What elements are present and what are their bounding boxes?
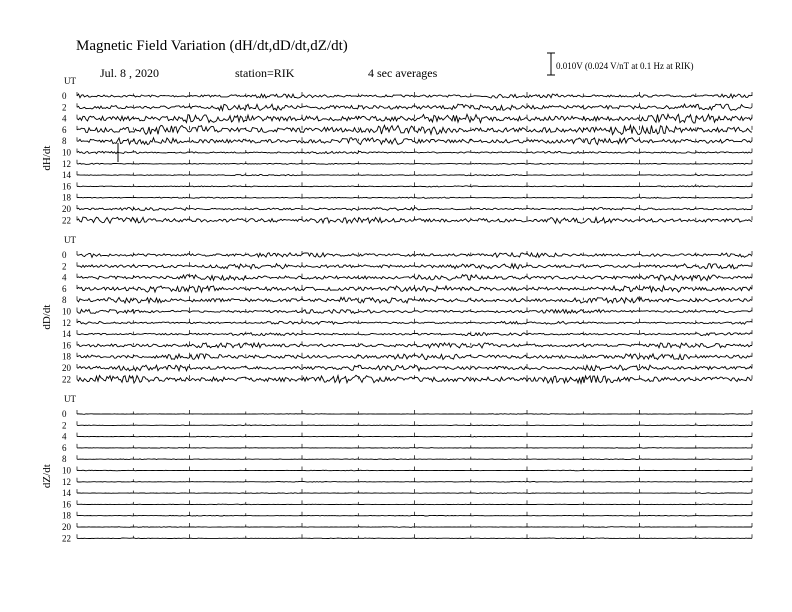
row-label: 8 <box>62 136 67 147</box>
panel-dZ-dt <box>41 394 752 543</box>
panel-dH-dt <box>41 76 752 225</box>
ut-axis-label: UT <box>64 76 76 86</box>
ut-axis-label: UT <box>64 235 76 245</box>
hour-ticks <box>77 182 752 186</box>
row-label: 2 <box>62 420 67 431</box>
row-label: 4 <box>62 113 67 124</box>
row-label: 22 <box>62 374 71 385</box>
row-label: 0 <box>62 91 67 101</box>
hour-ticks <box>77 455 752 459</box>
panel-ylabel: dD/dt <box>41 304 53 330</box>
row-label: 12 <box>62 476 71 487</box>
station-label: station=RIK <box>235 66 295 80</box>
hour-ticks <box>77 194 752 198</box>
row-label: 8 <box>62 454 67 465</box>
row-label: 10 <box>62 465 71 476</box>
hour-ticks <box>77 444 752 448</box>
ut-axis-label: UT <box>64 394 76 404</box>
row-label: 22 <box>62 533 71 544</box>
hour-ticks <box>77 523 752 527</box>
panel-ylabel: dH/dt <box>41 145 53 171</box>
hour-ticks <box>77 433 752 437</box>
row-label: 10 <box>62 147 71 158</box>
row-label: 16 <box>62 340 71 351</box>
hour-ticks <box>77 421 752 425</box>
row-label: 12 <box>62 317 71 328</box>
row-label: 2 <box>62 102 67 113</box>
panel-dD-dt <box>41 235 752 384</box>
hour-ticks <box>77 410 752 414</box>
row-label: 0 <box>62 250 67 260</box>
scale-bar <box>547 53 555 75</box>
chart-title: Magnetic Field Variation (dH/dt,dD/dt,dZ/dt) <box>76 38 348 54</box>
row-label: 2 <box>62 261 67 272</box>
hour-ticks <box>77 296 752 300</box>
row-label: 6 <box>62 283 67 294</box>
row-label: 20 <box>62 204 71 214</box>
hour-ticks <box>77 319 752 323</box>
row-label: 8 <box>62 295 67 306</box>
scale-label: 0.010V (0.024 V/nT at 0.1 Hz at RIK) <box>556 61 694 71</box>
row-label: 0 <box>62 409 67 419</box>
row-label: 20 <box>62 363 71 373</box>
row-label: 12 <box>62 158 71 169</box>
hour-ticks <box>77 534 752 538</box>
row-label: 18 <box>62 510 71 521</box>
hour-ticks <box>77 137 752 141</box>
row-label: 4 <box>62 272 67 283</box>
row-label: 4 <box>62 431 67 442</box>
hour-ticks <box>77 92 752 96</box>
row-label: 20 <box>62 522 71 532</box>
row-label: 6 <box>62 124 67 135</box>
row-label: 18 <box>62 192 71 203</box>
date-label: Jul. 8 , 2020 <box>100 66 160 80</box>
row-label: 14 <box>62 488 71 499</box>
row-label: 14 <box>62 329 71 340</box>
row-label: 14 <box>62 170 71 181</box>
hour-ticks <box>77 512 752 516</box>
hour-ticks <box>77 478 752 482</box>
row-label: 6 <box>62 442 67 453</box>
hour-ticks <box>77 330 752 334</box>
row-label: 16 <box>62 499 71 510</box>
hour-ticks <box>77 160 752 164</box>
hour-ticks <box>77 489 752 493</box>
row-label: 22 <box>62 215 71 226</box>
row-label: 16 <box>62 181 71 192</box>
row-label: 18 <box>62 351 71 362</box>
hour-ticks <box>77 375 752 379</box>
row-label: 10 <box>62 306 71 317</box>
hour-ticks <box>77 467 752 471</box>
hour-ticks <box>77 500 752 504</box>
panel-ylabel: dZ/dt <box>41 464 53 489</box>
averaging-label: 4 sec averages <box>368 66 438 80</box>
hour-ticks <box>77 149 752 153</box>
